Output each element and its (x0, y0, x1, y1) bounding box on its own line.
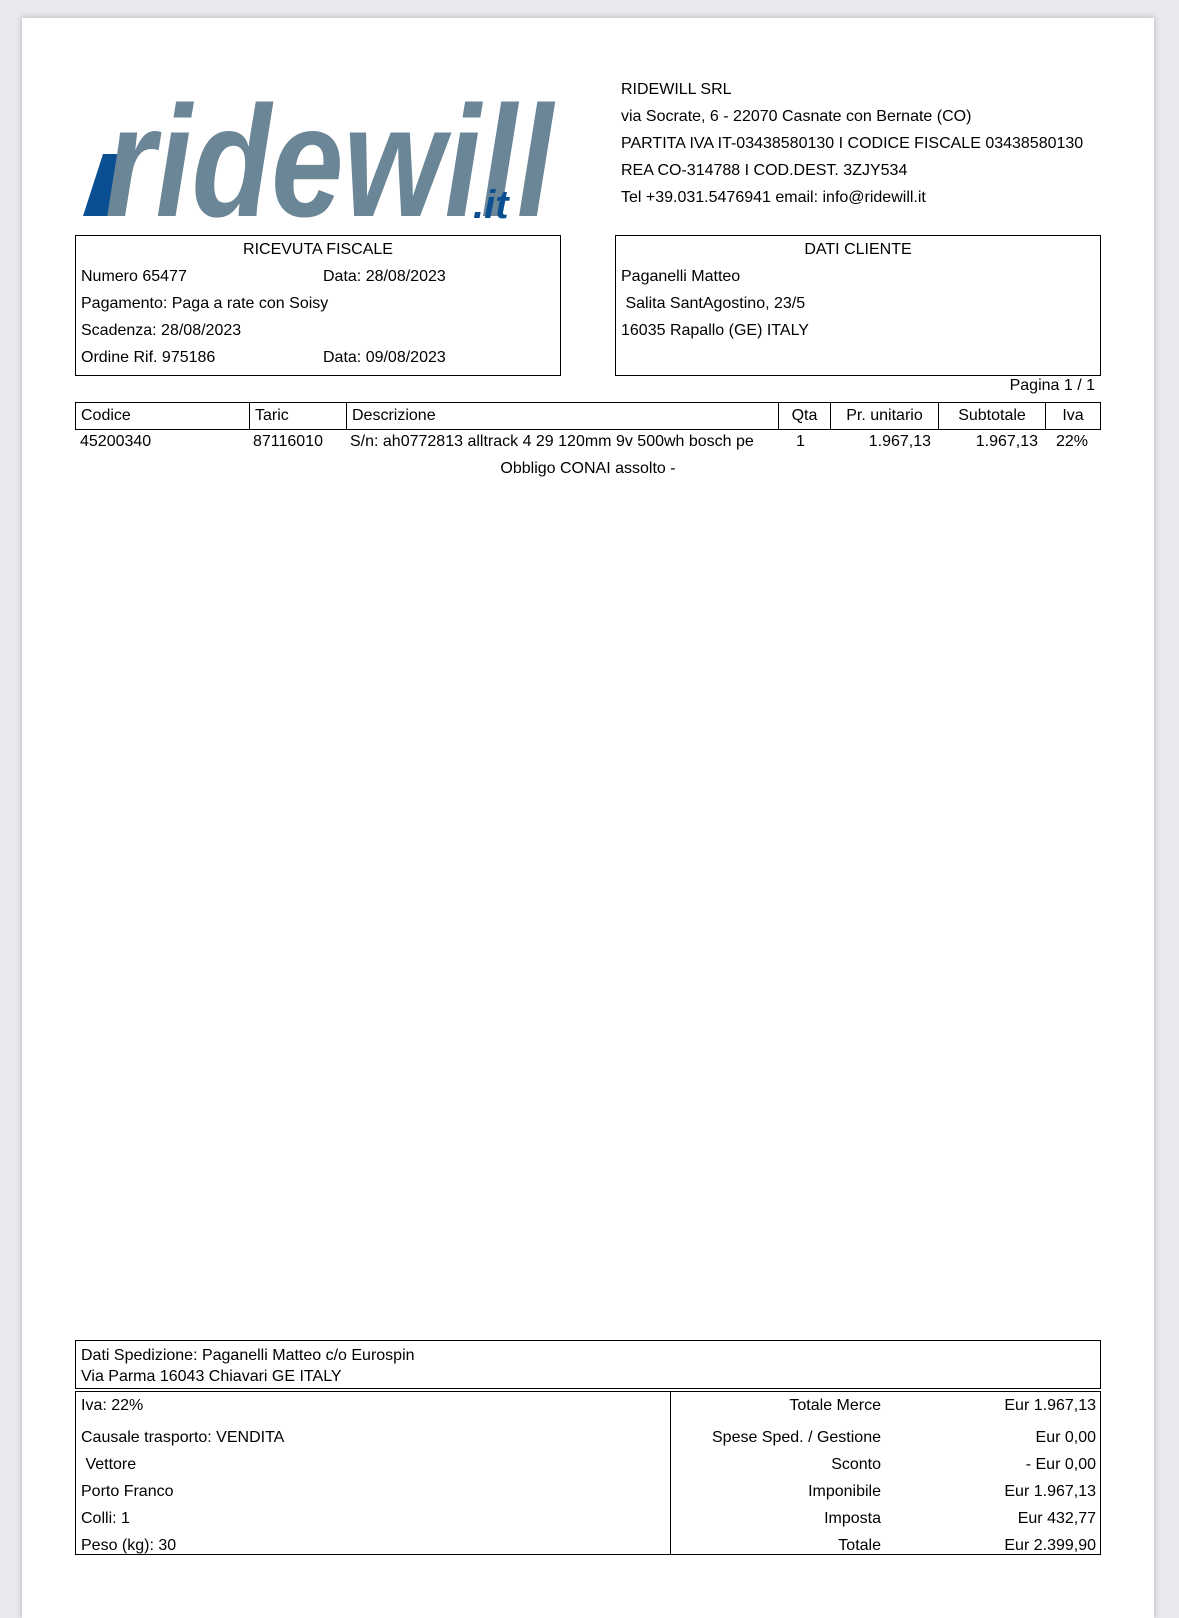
company-rea: REA CO-314788 I COD.DEST. 3ZJY534 (621, 162, 908, 179)
row-taric: 87116010 (253, 433, 323, 450)
row-subtotale: 1.967,13 (975, 433, 1038, 450)
customer-box (615, 235, 1101, 376)
summary-porto: Porto Franco (81, 1483, 174, 1500)
totale-value: Eur 2.399,90 (1004, 1537, 1096, 1554)
logo-suffix: .it (473, 183, 509, 227)
customer-title: DATI CLIENTE (804, 241, 912, 258)
header-prezzo: Pr. unitario (830, 403, 938, 429)
receipt-box (75, 235, 561, 376)
order-date: Data: 09/08/2023 (323, 349, 446, 366)
header-qta: Qta (778, 403, 830, 429)
customer-street: Salita SantAgostino, 23/5 (621, 295, 806, 312)
receipt-number: Numero 65477 (81, 268, 187, 285)
header-codice: Codice (81, 407, 131, 424)
pagination: Pagina 1 / 1 (1009, 377, 1095, 394)
header-descrizione: Descrizione (346, 403, 778, 429)
customer-name: Paganelli Matteo (621, 268, 741, 285)
document-page (22, 18, 1154, 1618)
totals-box (75, 1391, 1101, 1555)
header-iva: Iva (1045, 403, 1100, 429)
company-info (621, 76, 1083, 211)
row-codice: 45200340 (80, 433, 152, 450)
row-iva: 22% (1056, 433, 1089, 450)
receipt-date: Data: 28/08/2023 (323, 268, 446, 285)
imponibile-value: Eur 1.967,13 (1004, 1483, 1096, 1500)
ridewill-logo (75, 70, 575, 230)
sconto-value: - Eur 0,00 (1025, 1456, 1096, 1473)
logo-wordmark: ridewill (105, 74, 556, 230)
totale-merce-label: Totale Merce (789, 1397, 881, 1414)
payment-method: Pagamento: Paga a rate con Soisy (81, 295, 329, 312)
spese-label: Spese Sped. / Gestione (712, 1429, 881, 1446)
sconto-label: Sconto (831, 1456, 881, 1473)
header-taric: Taric (249, 403, 346, 429)
row-qta: 1 (796, 433, 805, 450)
spese-value: Eur 0,00 (1035, 1429, 1096, 1446)
items-table-header (75, 402, 1101, 430)
company-name: RIDEWILL SRL (621, 81, 732, 98)
shipping-line-1: Dati Spedizione: Paganelli Matteo c/o Eurospin (81, 1347, 415, 1364)
company-vat: PARTITA IVA IT-03438580130 I CODICE FISCALE 03438580130 (621, 135, 1084, 152)
conai-note: Obbligo CONAI assolto - (500, 460, 676, 477)
company-address: via Socrate, 6 - 22070 Casnate con Bernate (CO) (621, 108, 972, 125)
customer-city: 16035 Rapallo (GE) ITALY (621, 322, 809, 339)
summary-causale: Causale trasporto: VENDITA (81, 1429, 285, 1446)
totals-divider (670, 1392, 671, 1554)
order-reference: Ordine Rif. 975186 (81, 349, 216, 366)
summary-iva: Iva: 22% (81, 1397, 144, 1414)
table-row (75, 433, 1101, 455)
summary-colli: Colli: 1 (81, 1510, 130, 1527)
due-date: Scadenza: 28/08/2023 (81, 322, 242, 339)
totale-merce-value: Eur 1.967,13 (1004, 1397, 1096, 1414)
header-subtotale: Subtotale (938, 403, 1045, 429)
imposta-value: Eur 432,77 (1017, 1510, 1096, 1527)
row-descrizione: S/n: ah0772813 alltrack 4 29 120mm 9v 500wh bosch pe (350, 433, 754, 450)
shipping-box (75, 1340, 1101, 1389)
totale-label: Totale (838, 1537, 881, 1554)
row-prezzo: 1.967,13 (868, 433, 931, 450)
summary-peso: Peso (kg): 30 (81, 1537, 177, 1554)
summary-vettore: Vettore (81, 1456, 137, 1473)
imposta-label: Imposta (824, 1510, 881, 1527)
imponibile-label: Imponibile (808, 1483, 881, 1500)
receipt-title: RICEVUTA FISCALE (243, 241, 393, 258)
shipping-line-2: Via Parma 16043 Chiavari GE ITALY (81, 1368, 342, 1385)
company-contact: Tel +39.031.5476941 email: info@ridewill.it (621, 189, 926, 206)
